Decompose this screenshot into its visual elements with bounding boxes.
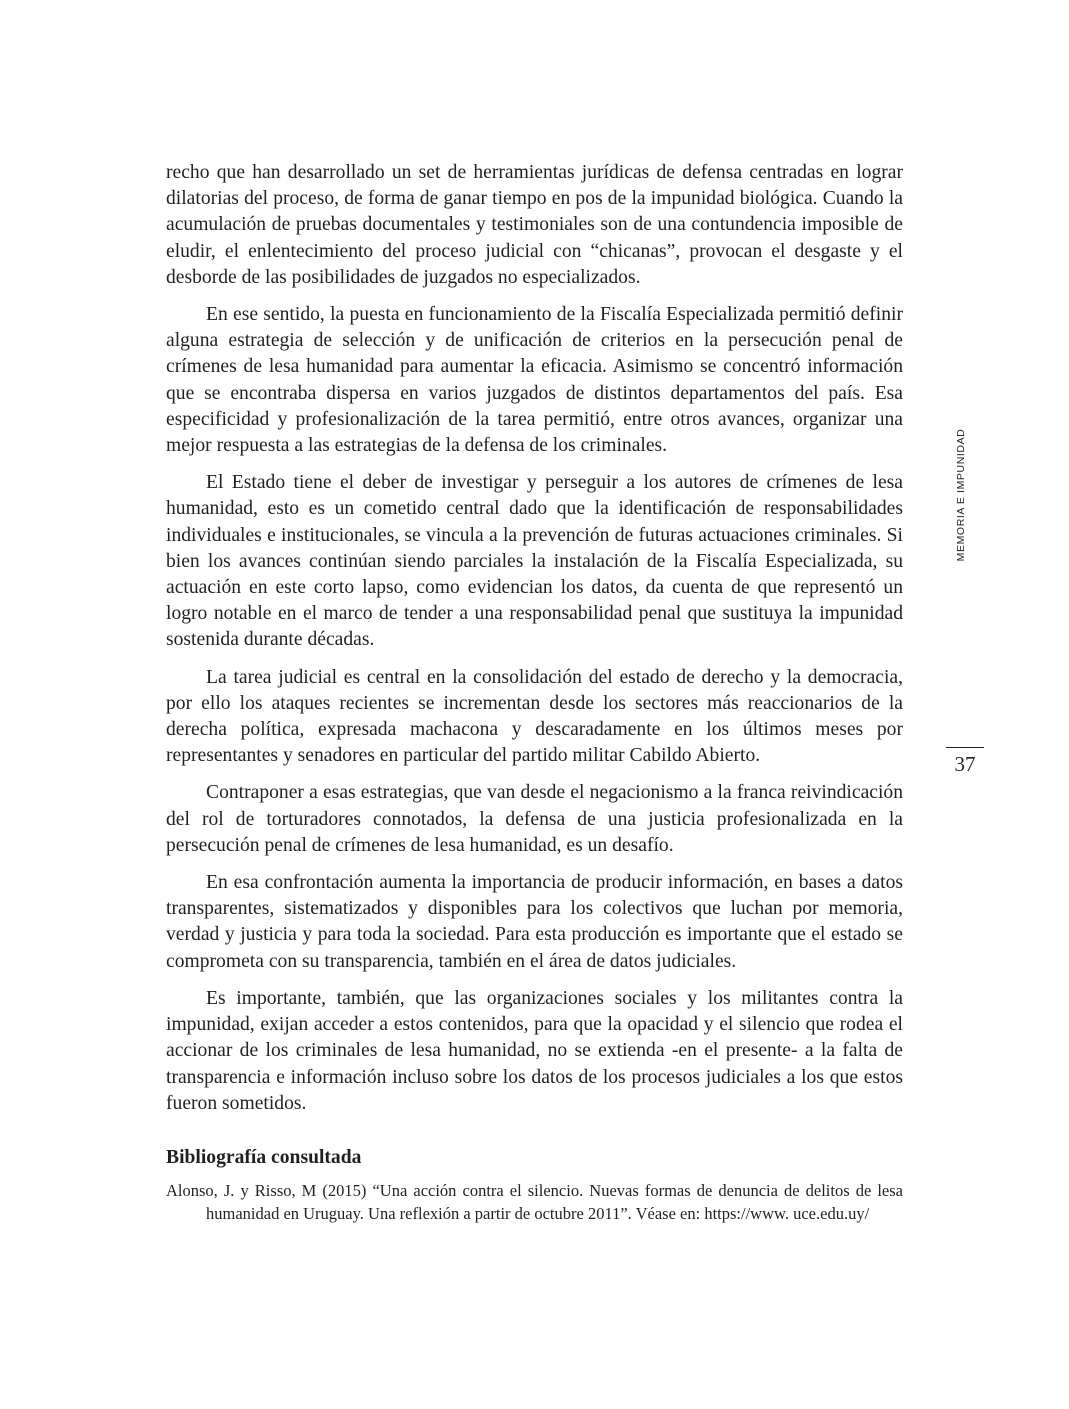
paragraph-3: El Estado tiene el deber de investigar y perseguir a los autores de crímenes de lesa humanidad, esto es un cometido central dado que la identificación de responsabilidades individuales e institucionales, se vincula a la prevención de futuras actuaciones criminales. Si bien los avances continúan siendo parciales la instalación de la Fiscalía Especializada, su actuación en este corto lapso, como evidencian los datos, da cuenta de que representó un logro notable en el marco de tender a una responsabilidad penal que sustituya la impunidad sostenida durante décadas.: [166, 472, 903, 651]
body-text: [166, 160, 903, 1225]
paragraph-2: En ese sentido, la puesta en funcionamiento de la Fiscalía Especializada permitió definir alguna estrategia de selección y de unificación de criterios en la persecución penal de crímenes de lesa humanidad para aumentar la eficacia. Asimismo se concentró información que se encontraba dispersa en varios juzgados de distintos departamentos del país. Esa especificidad y profesionalización de la tarea permitió, entre otros avances, organizar una mejor respuesta a las estrategias de la defensa de los criminales.: [166, 304, 903, 457]
running-header-text: MEMORIA E IMPUNIDAD: [955, 428, 967, 562]
paragraph-7: Es importante, también, que las organizaciones sociales y los militantes contra la impunidad, exijan acceder a estos contenidos, para que la opacidad y el silencio que rodea el accionar de los criminales de lesa humanidad, no se extienda -en el presente- a la falta de transparencia e información incluso sobre los datos de los procesos judiciales a los que estos fueron sometidos.: [166, 987, 903, 1114]
paragraph-1: recho que han desarrollado un set de herramientas jurídicas de defensa centradas en lograr dilatorias del proceso, de forma de ganar tiempo en pos de la impunidad biológica. Cuando la acumulación de pruebas documentales y testimoniales son de una contundencia imposible de eludir, el enlentecimiento del proceso judicial con “chicanas”, provocan el desgaste y el desborde de las posibilidades de juzgados no especializados.: [166, 162, 903, 288]
bibliography-entry: Alonso, J. y Risso, M (2015) “Una acción contra el silencio. Nuevas formas de denuncia de delitos de lesa humanidad en Uruguay. Una reflexión a partir de octubre 2011”. Véase en: https://www. uce.edu.uy/: [166, 1180, 903, 1223]
page-number-rule: [946, 747, 984, 748]
paragraph-4: La tarea judicial es central en la consolidación del estado de derecho y la democracia, por ello los ataques recientes se incrementan desde los sectores más reaccionarios de la derecha política, expresada machacona y descaradamente en los últimos meses por representantes y senadores en particular del partido militar Cabildo Abierto.: [166, 666, 903, 767]
page-number: 37: [954, 752, 976, 776]
running-header: [949, 420, 973, 570]
paragraph-5: Contraponer a esas estrategias, que van desde el negacionismo a la franca reivindicación del rol de torturadores connotados, la defensa de una justicia profesionalizada en la persecución penal de crímenes de lesa humanidad, es un desafío.: [166, 782, 903, 856]
bibliography-heading: Bibliografía consultada: [166, 1146, 362, 1168]
paragraph-6: En esa confrontación aumenta la importancia de producir información, en bases a datos transparentes, sistematizados y disponibles para los colectivos que luchan por memoria, verdad y justicia y para toda la sociedad. Para esta producción es importante que el estado se comprometa con su transparencia, también en el área de datos judiciales.: [166, 872, 903, 972]
